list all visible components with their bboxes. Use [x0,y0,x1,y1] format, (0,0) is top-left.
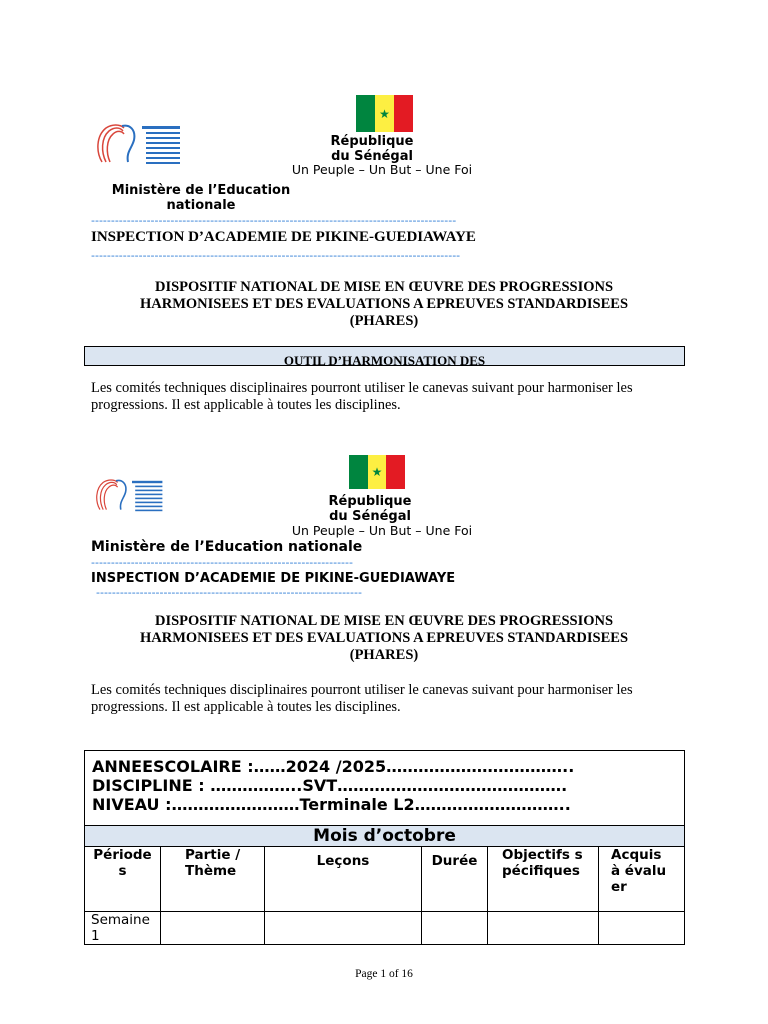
separator-dashes: --------------------------------------------------------------------------------------------- [91,250,461,262]
separator-dashes: ------------------------------------------------------------------- [96,587,362,599]
dispositif-title: DISPOSITIF NATIONAL DE MISE EN ŒUVRE DES PROGRESSIONS HARMONISEES ET DES EVALUATIONS A EPREUVES STANDARDISEES (PHARES) [139,613,629,663]
separator-dashes: -------------------------------------------------------------------------------------------- [91,215,457,227]
dispositif-title: DISPOSITIF NATIONAL DE MISE EN ŒUVRE DES PROGRESSIONS HARMONISEES ET DES EVALUATIONS A EPREUVES STANDARDISEES (PHARES) [139,279,629,329]
cell-objectifs[interactable] [488,912,599,945]
progression-table [84,750,685,945]
col-header-objectifs: Objectifs spécifiques [502,847,583,879]
ministry-label: Ministère de l’Education nationale [111,183,291,213]
ministry-logo-icon [92,122,182,168]
table-row [85,912,685,945]
republic-label: République du Sénégal [330,134,414,164]
outil-title: OUTIL D’HARMONISATION DES [283,353,486,366]
cell-acquis[interactable] [599,912,685,945]
cell-lecons[interactable] [265,912,422,945]
senegal-flag-icon [356,95,413,132]
ministry-logo-icon [92,476,164,516]
star-icon: ★ [371,464,383,479]
separator-dashes: ------------------------------------------------------------------ [91,557,353,569]
motto: Un Peuple – Un But – Une Foi [291,523,473,538]
col-header-periodes: Périodes [93,847,152,879]
republic-label: République du Sénégal [328,494,412,524]
column-header-row [85,847,685,912]
form-header-row [85,751,685,826]
inspection-title: INSPECTION D’ACADEMIE DE PIKINE-GUEDIAWAYE [91,571,456,586]
month-row [85,826,685,847]
intro-paragraph: Les comités techniques disciplinaires pourront utiliser le canevas suivant pour harmoniser les progressions. Il est applicable à toutes les disciplines. [91,380,633,413]
discipline: DISCIPLINE : ……………..SVT……………………………………. [92,776,568,795]
col-header-lecons: Leçons [316,853,370,869]
inspection-title: INSPECTION D’ACADEMIE DE PIKINE-GUEDIAWAYE [91,229,476,245]
cell-periode: Semaine 1 [91,912,150,944]
cell-duree[interactable] [422,912,488,945]
ministry-label: Ministère de l’Education nationale [91,539,363,555]
star-icon: ★ [379,106,390,121]
niveau: NIVEAU :……………………Terminale L2……………………….. [92,795,571,814]
intro-paragraph: Les comités techniques disciplinaires pourront utiliser le canevas suivant pour harmoniser les progressions. Il est applicable à toutes les disciplines. [91,682,633,715]
outil-banner [84,346,685,366]
motto: Un Peuple – Un But – Une Foi [291,162,473,177]
annee-scolaire: ANNEESCOLAIRE :……2024 /2025…………………………….. [92,757,575,776]
cell-partie[interactable] [161,912,265,945]
col-header-partie-theme: Partie / Thème [185,847,241,879]
col-header-acquis: Acquis à évaluer [611,847,667,895]
col-header-duree: Durée [431,853,478,869]
page-number: Page 1 of 16 [355,968,413,980]
month-label: Mois d’octobre [85,826,685,847]
senegal-flag-icon [349,455,405,489]
